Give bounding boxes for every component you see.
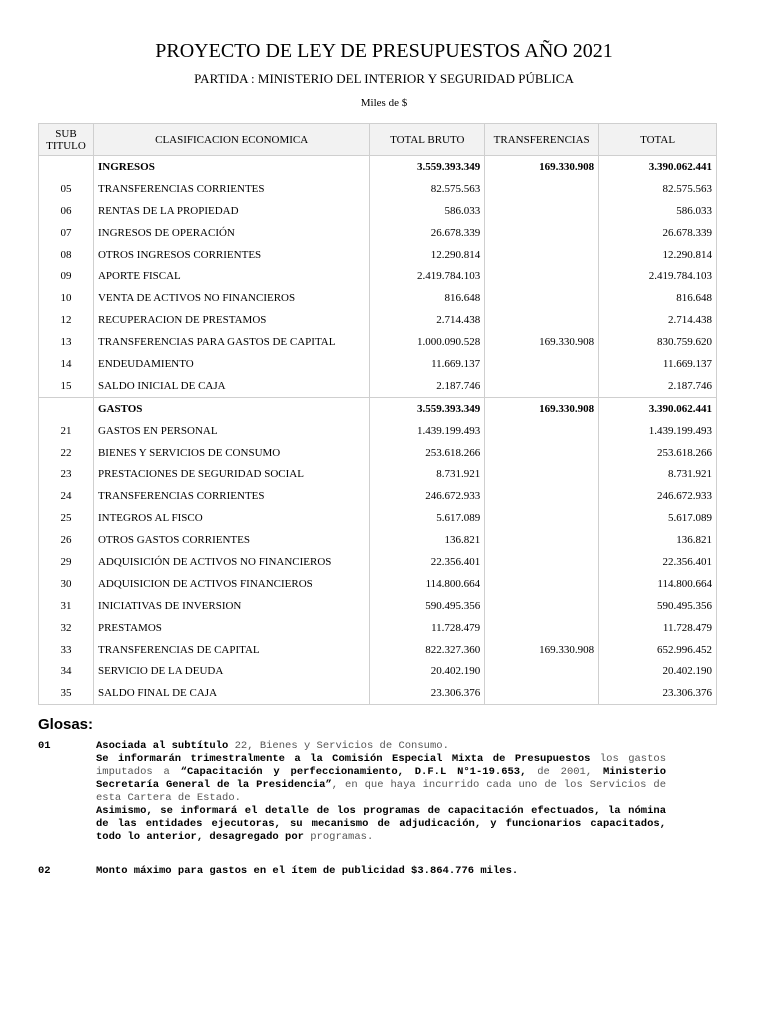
cell-subtitulo: 10 bbox=[39, 287, 94, 309]
glosa-paragraph: Se informarán trimestralmente a la Comisión Especial Mixta de Presupuestos los gastos imputados a “Capacitación y perfeccionamiento, D.F.L N°1-19.653, de 2001, Ministerio Secretaría General de la Presidencia”, en que haya incurrido cada uno de los Servicios de esta Cartera de Estado. bbox=[96, 753, 667, 804]
cell-clasificacion: TRANSFERENCIAS CORRIENTES bbox=[93, 485, 369, 507]
document-title: PROYECTO DE LEY DE PRESUPUESTOS AÑO 2021 bbox=[155, 40, 613, 62]
cell-total: 2.187.746 bbox=[599, 375, 717, 397]
cell-total-bruto: 2.419.784.103 bbox=[370, 265, 485, 287]
cell-transferencias bbox=[485, 507, 599, 529]
col-header-transferencias: TRANSFERENCIAS bbox=[485, 124, 599, 156]
cell-clasificacion: INGRESOS bbox=[93, 156, 369, 178]
cell-total: 26.678.339 bbox=[599, 222, 717, 244]
cell-total-bruto: 1.439.199.493 bbox=[370, 420, 485, 442]
cell-clasificacion: GASTOS EN PERSONAL bbox=[93, 420, 369, 442]
table-row bbox=[39, 309, 717, 331]
cell-total-bruto: 23.306.376 bbox=[370, 682, 485, 704]
budget-table bbox=[38, 123, 717, 705]
cell-clasificacion: BIENES Y SERVICIOS DE CONSUMO bbox=[93, 442, 369, 464]
cell-clasificacion: RECUPERACION DE PRESTAMOS bbox=[93, 309, 369, 331]
glosa-body bbox=[96, 865, 666, 878]
cell-transferencias bbox=[485, 222, 599, 244]
table-row bbox=[39, 595, 717, 617]
table-row bbox=[39, 485, 717, 507]
cell-total-bruto: 246.672.933 bbox=[370, 485, 485, 507]
cell-clasificacion: INGRESOS DE OPERACIÓN bbox=[93, 222, 369, 244]
glosa-number: 02 bbox=[38, 865, 51, 877]
cell-clasificacion: GASTOS bbox=[93, 397, 369, 419]
cell-transferencias bbox=[485, 178, 599, 200]
units-label: Miles de $ bbox=[360, 97, 408, 109]
cell-subtitulo: 26 bbox=[39, 529, 94, 551]
table-row bbox=[39, 265, 717, 287]
cell-total-bruto: 3.559.393.349 bbox=[370, 156, 485, 178]
cell-clasificacion: ADQUISICION DE ACTIVOS FINANCIEROS bbox=[93, 573, 369, 595]
table-row bbox=[39, 222, 717, 244]
cell-subtitulo: 29 bbox=[39, 551, 94, 573]
cell-total: 136.821 bbox=[599, 529, 717, 551]
cell-clasificacion: PRESTAMOS bbox=[93, 617, 369, 639]
cell-total: 12.290.814 bbox=[599, 244, 717, 266]
cell-transferencias bbox=[485, 375, 599, 397]
cell-total-bruto: 586.033 bbox=[370, 200, 485, 222]
cell-subtitulo: 25 bbox=[39, 507, 94, 529]
cell-clasificacion: ENDEUDAMIENTO bbox=[93, 353, 369, 375]
table-row bbox=[39, 463, 717, 485]
cell-transferencias: 169.330.908 bbox=[485, 156, 599, 178]
table-row bbox=[39, 375, 717, 397]
table-row bbox=[39, 244, 717, 266]
cell-total-bruto: 822.327.360 bbox=[370, 639, 485, 661]
cell-total-bruto: 1.000.090.528 bbox=[370, 331, 485, 353]
cell-transferencias bbox=[485, 442, 599, 464]
cell-total-bruto: 2.714.438 bbox=[370, 309, 485, 331]
cell-total-bruto: 816.648 bbox=[370, 287, 485, 309]
table-row bbox=[39, 442, 717, 464]
cell-total-bruto: 253.618.266 bbox=[370, 442, 485, 464]
cell-subtitulo: 09 bbox=[39, 265, 94, 287]
table-row bbox=[39, 353, 717, 375]
table-row bbox=[39, 287, 717, 309]
cell-clasificacion: OTROS GASTOS CORRIENTES bbox=[93, 529, 369, 551]
cell-clasificacion: INICIATIVAS DE INVERSION bbox=[93, 595, 369, 617]
cell-subtitulo bbox=[39, 397, 94, 419]
cell-subtitulo: 33 bbox=[39, 639, 94, 661]
cell-transferencias bbox=[485, 660, 599, 682]
cell-total-bruto: 5.617.089 bbox=[370, 507, 485, 529]
cell-clasificacion: SALDO FINAL DE CAJA bbox=[93, 682, 369, 704]
table-row bbox=[39, 617, 717, 639]
cell-subtitulo: 30 bbox=[39, 573, 94, 595]
cell-subtitulo: 34 bbox=[39, 660, 94, 682]
cell-transferencias bbox=[485, 595, 599, 617]
table-row bbox=[39, 420, 717, 442]
cell-transferencias: 169.330.908 bbox=[485, 331, 599, 353]
glosa-paragraph: Asociada al subtítulo 22, Bienes y Servicios de Consumo. bbox=[96, 740, 449, 752]
cell-total: 586.033 bbox=[599, 200, 717, 222]
cell-transferencias bbox=[485, 551, 599, 573]
cell-subtitulo: 13 bbox=[39, 331, 94, 353]
cell-total-bruto: 590.495.356 bbox=[370, 595, 485, 617]
cell-subtitulo: 14 bbox=[39, 353, 94, 375]
cell-total-bruto: 82.575.563 bbox=[370, 178, 485, 200]
cell-subtitulo: 23 bbox=[39, 463, 94, 485]
col-header-subtitulo: SUB TITULO bbox=[39, 124, 94, 156]
col-header-total-bruto: TOTAL BRUTO bbox=[370, 124, 485, 156]
cell-total: 246.672.933 bbox=[599, 485, 717, 507]
cell-total: 114.800.664 bbox=[599, 573, 717, 595]
cell-transferencias: 169.330.908 bbox=[485, 639, 599, 661]
partida-subtitle: PARTIDA : MINISTERIO DEL INTERIOR Y SEGURIDAD PÚBLICA bbox=[194, 71, 574, 86]
cell-transferencias bbox=[485, 309, 599, 331]
cell-subtitulo: 05 bbox=[39, 178, 94, 200]
cell-total: 652.996.452 bbox=[599, 639, 717, 661]
cell-transferencias bbox=[485, 617, 599, 639]
cell-clasificacion: PRESTACIONES DE SEGURIDAD SOCIAL bbox=[93, 463, 369, 485]
cell-total-bruto: 136.821 bbox=[370, 529, 485, 551]
cell-clasificacion: ADQUISICIÓN DE ACTIVOS NO FINANCIEROS bbox=[93, 551, 369, 573]
cell-subtitulo: 35 bbox=[39, 682, 94, 704]
cell-total: 816.648 bbox=[599, 287, 717, 309]
table-row bbox=[39, 200, 717, 222]
cell-total: 20.402.190 bbox=[599, 660, 717, 682]
cell-clasificacion: RENTAS DE LA PROPIEDAD bbox=[93, 200, 369, 222]
cell-transferencias: 169.330.908 bbox=[485, 397, 599, 419]
glosa-paragraph: Asimismo, se informará el detalle de los programas de capacitación efectuados, la nómina de las entidades ejecutoras, su mecanismo de adjudicación, y funcionarios capacitados, todo lo anterior, desagregado por programas. bbox=[96, 805, 666, 843]
table-row bbox=[39, 331, 717, 353]
cell-total-bruto: 8.731.921 bbox=[370, 463, 485, 485]
cell-transferencias bbox=[485, 420, 599, 442]
cell-transferencias bbox=[485, 265, 599, 287]
cell-transferencias bbox=[485, 200, 599, 222]
cell-total: 2.714.438 bbox=[599, 309, 717, 331]
cell-clasificacion: VENTA DE ACTIVOS NO FINANCIEROS bbox=[93, 287, 369, 309]
glosa-body bbox=[96, 740, 666, 844]
cell-subtitulo: 24 bbox=[39, 485, 94, 507]
cell-total: 11.669.137 bbox=[599, 353, 717, 375]
table-header-row bbox=[39, 124, 717, 156]
cell-subtitulo: 15 bbox=[39, 375, 94, 397]
cell-total: 8.731.921 bbox=[599, 463, 717, 485]
cell-subtitulo: 06 bbox=[39, 200, 94, 222]
cell-subtitulo: 22 bbox=[39, 442, 94, 464]
table-row bbox=[39, 551, 717, 573]
cell-subtitulo: 31 bbox=[39, 595, 94, 617]
cell-transferencias bbox=[485, 287, 599, 309]
cell-subtitulo: 21 bbox=[39, 420, 94, 442]
cell-total: 830.759.620 bbox=[599, 331, 717, 353]
cell-clasificacion: TRANSFERENCIAS PARA GASTOS DE CAPITAL bbox=[93, 331, 369, 353]
glosas-heading: Glosas: bbox=[38, 716, 94, 733]
cell-total: 82.575.563 bbox=[599, 178, 717, 200]
cell-total-bruto: 22.356.401 bbox=[370, 551, 485, 573]
cell-total: 1.439.199.493 bbox=[599, 420, 717, 442]
cell-clasificacion: INTEGROS AL FISCO bbox=[93, 507, 369, 529]
cell-total: 253.618.266 bbox=[599, 442, 717, 464]
cell-total-bruto: 12.290.814 bbox=[370, 244, 485, 266]
table-row bbox=[39, 639, 717, 661]
section-total-row bbox=[39, 156, 717, 178]
cell-total-bruto: 2.187.746 bbox=[370, 375, 485, 397]
cell-total-bruto: 3.559.393.349 bbox=[370, 397, 485, 419]
cell-total-bruto: 11.728.479 bbox=[370, 617, 485, 639]
cell-subtitulo: 08 bbox=[39, 244, 94, 266]
cell-transferencias bbox=[485, 463, 599, 485]
cell-total-bruto: 26.678.339 bbox=[370, 222, 485, 244]
cell-transferencias bbox=[485, 682, 599, 704]
cell-subtitulo: 12 bbox=[39, 309, 94, 331]
cell-total-bruto: 114.800.664 bbox=[370, 573, 485, 595]
cell-total: 23.306.376 bbox=[599, 682, 717, 704]
cell-transferencias bbox=[485, 529, 599, 551]
table-row bbox=[39, 507, 717, 529]
col-header-clasificacion: CLASIFICACION ECONOMICA bbox=[93, 124, 369, 156]
cell-total: 3.390.062.441 bbox=[599, 156, 717, 178]
cell-total: 3.390.062.441 bbox=[599, 397, 717, 419]
col-header-total: TOTAL bbox=[599, 124, 717, 156]
cell-clasificacion: SERVICIO DE LA DEUDA bbox=[93, 660, 369, 682]
cell-total: 2.419.784.103 bbox=[599, 265, 717, 287]
cell-clasificacion: TRANSFERENCIAS CORRIENTES bbox=[93, 178, 369, 200]
cell-total: 590.495.356 bbox=[599, 595, 717, 617]
cell-transferencias bbox=[485, 353, 599, 375]
cell-clasificacion: SALDO INICIAL DE CAJA bbox=[93, 375, 369, 397]
cell-transferencias bbox=[485, 485, 599, 507]
cell-clasificacion: TRANSFERENCIAS DE CAPITAL bbox=[93, 639, 369, 661]
cell-subtitulo: 07 bbox=[39, 222, 94, 244]
cell-total: 5.617.089 bbox=[599, 507, 717, 529]
cell-total-bruto: 20.402.190 bbox=[370, 660, 485, 682]
table-row bbox=[39, 660, 717, 682]
cell-total-bruto: 11.669.137 bbox=[370, 353, 485, 375]
cell-subtitulo bbox=[39, 156, 94, 178]
cell-transferencias bbox=[485, 244, 599, 266]
glosa-number: 01 bbox=[38, 740, 51, 752]
table-row bbox=[39, 573, 717, 595]
section-total-row bbox=[39, 397, 717, 419]
table-row bbox=[39, 178, 717, 200]
cell-subtitulo: 32 bbox=[39, 617, 94, 639]
table-row bbox=[39, 682, 717, 704]
cell-transferencias bbox=[485, 573, 599, 595]
table-row bbox=[39, 529, 717, 551]
cell-clasificacion: APORTE FISCAL bbox=[93, 265, 369, 287]
cell-total: 22.356.401 bbox=[599, 551, 717, 573]
cell-clasificacion: OTROS INGRESOS CORRIENTES bbox=[93, 244, 369, 266]
cell-total: 11.728.479 bbox=[599, 617, 717, 639]
glosa-paragraph: Monto máximo para gastos en el ítem de publicidad $3.864.776 miles. bbox=[96, 865, 519, 877]
